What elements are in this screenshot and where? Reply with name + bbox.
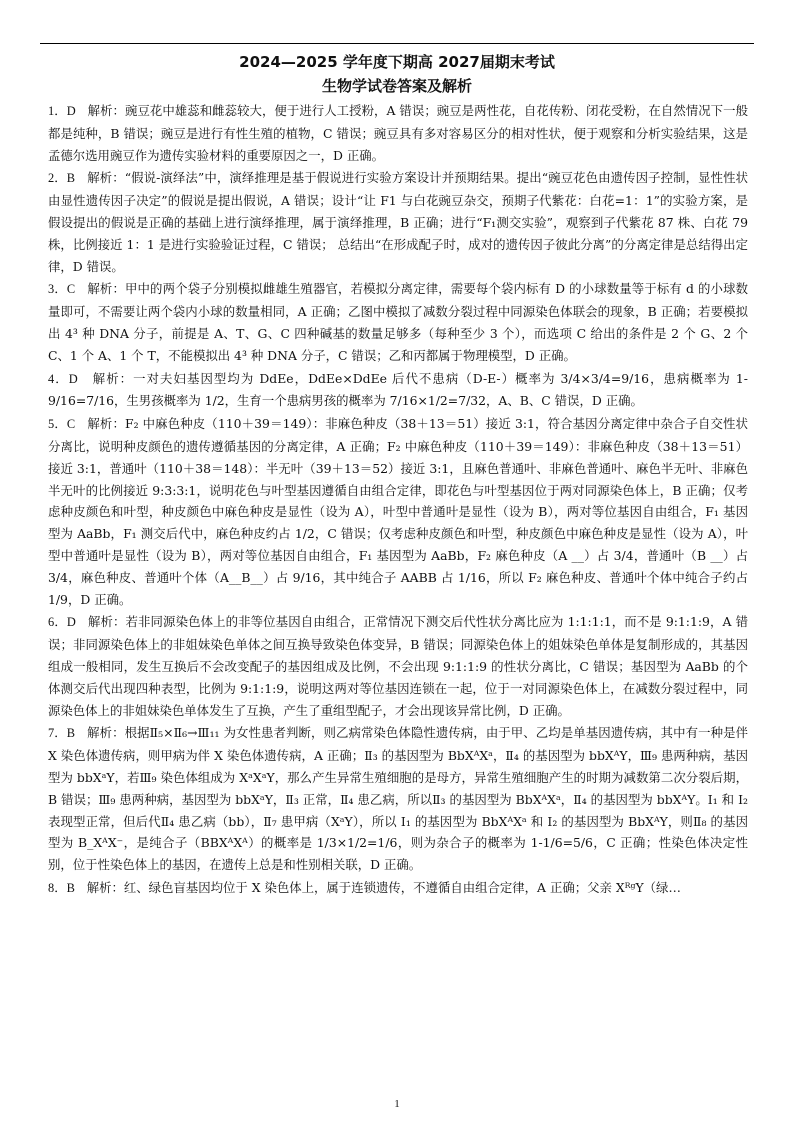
question-4-explanation: 解析：一对夫妇基因型均为 DdEe，DdEe×DdEe 后代不患病（D-E-）概率为 3/4×3/4=9/16，患病概率为 1-9/16=7/16，生男孩概率为 1/2，生育一个患病男孩的概率为 7/16×1/2=7/32，A、B、C 错误，D 正确。 (48, 370, 748, 409)
question-1 (48, 100, 748, 166)
question-7-explanation: 解析：根据Ⅱ₅×Ⅱ₆→Ⅲ₁₁ 为女性患者判断，则乙病常染色体隐性遗传病，由于甲、乙均是单基因遗传病，其中有一种是伴 X 染色体遗传病，则甲病为伴 X 染色体遗传病，A 正确；Ⅱ₃ 的基因型为 BbXᴬXᵃ，Ⅱ₄ 的基因型为 bbXᴬY，Ⅲ₉ 患两种病，基因型为 bbXᵃY，若Ⅲ₉ 染色体组成为 XᵃXᵃY，那么产生异常生殖细胞的是母方，异常生殖细胞产生的时期为减数第二次分裂后期，B 错误；Ⅲ₉ 患两种病，基因型为 bbXᵃY，Ⅱ₃ 正常，Ⅱ₄ 患乙病，所以Ⅱ₃ 的基因型为 BbXᴬXᵃ，Ⅱ₄ 的基因型为 bbXᴬY。Ⅰ₁ 和 Ⅰ₂ 表现型正常，但后代Ⅱ₄ 患乙病（bb），Ⅱ₇ 患甲病（XᵃY），所以 Ⅰ₁ 的基因型为 BbXᴬXᵃ 和 Ⅰ₂ 的基因型为 BbXᴬY，则Ⅱ₈ 的基因型为 B_XᴬX⁻，是纯合子（BBXᴬXᴬ）的概率是 1/3×1/2=1/6，则为杂合子的概率为 1-1/6=5/6，C 正确；性染色体决定性别，位于性染色体上的基因，在遗传上总是和性别相关联，D 正确。 (48, 725, 748, 873)
question-7 (48, 722, 748, 876)
question-5-explanation: 解析：F₂ 中麻色种皮（110＋39＝149）：非麻色种皮（38＋13＝51）接近 3:1，符合基因分离定律中杂合子自交性状分离比，说明种皮颜色的遗传遵循基因的分离定律，A 正确；F₂ 中麻色种皮（110＋39＝149）：非麻色种皮（38＋13＝51）接近 3:1，普通叶（110＋38＝148）：半无叶（39＋13＝52）接近 3:1，且麻色普通叶、非麻色普通叶、麻色半无叶、非麻色半无叶的比例接近 9:3:3:1，说明花色与叶型基因遵循自由组合定律，即花色与叶型基因位于两对同源染色体上，B 正确；仅考虑种皮颜色和叶型，种皮颜色中麻色种皮是显性（设为 A），叶型中普通叶是显性（设为 B），两对等位基因自由组合，F₁ 基因型为 AaBb，F₁ 测交后代中，麻色种皮约占 1/2，C 错误；仅考虑种皮颜色和叶型，种皮颜色中麻色种皮是显性（设为 A），叶型中普通叶是显性（设为 B），两对等位基因自由组合，F₁ 基因型为 AaBb，F₂ 麻色种皮（A __）占 3/4，普通叶（B __）占 3/4，麻色种皮、普通叶个体（A__B__）占 9/16，其中纯合子 AABB 占 1/16，所以 F₂ 麻色种皮、普通叶个体中纯合子约占 1/9，D 正确。 (48, 416, 748, 607)
question-2-explanation: 解析：“假说-演绎法”中，演绎推理是基于假说进行实验方案设计并预期结果。提出“豌豆花色由遗传因子控制，显性性状由显性遗传因子决定”的假说是提出假说，A 错误；设计“让 F1 与白花豌豆杂交，预期子代紫花：白花=1：1”的实验方案，是假设提出的假说是正确的基础上进行演绎推理，属于演绎推理，B 正确；进行“F₁测交实验”，观察到子代紫花 87 株、白花 79 株，比例接近 1：1 是进行实验验证过程，C 错误； 总结出“在形成配子时，成对的遗传因子彼此分离”的分离定律是总结得出定律，D 错误。 (48, 170, 748, 274)
question-8 (48, 877, 748, 900)
question-5 (48, 413, 748, 610)
question-6 (48, 611, 748, 721)
question-8-explanation: 解析：红、绿色盲基因均位于 X 染色体上，属于连锁遗传，不遵循自由组合定律，A 正确；父亲 XᴿᵍY（绿… (86, 879, 681, 895)
question-4 (48, 368, 748, 413)
question-8-answer: 8．B (48, 880, 75, 895)
question-4-answer: 4．D (48, 371, 78, 386)
question-2-answer: 2．B (48, 171, 76, 186)
question-6-explanation: 解析：若非同源染色体上的非等位基因自由组合，正常情况下测交后代性状分离比应为 1:1:1:1，而不是 9:1:1:9，A 错误；非同源染色体上的非姐妹染色单体之间互换导致染色体变异，B 错误；同源染色体上的姐妹染色单体是复制形成的，其基因组成一般相同，发生互换后不会改变配子的基因组成及比例，不会出现 9:1:1:9 的性状分离比，C 错误；基因型为 AaBb 的个体测交后代出现四种表型，比例为 9:1:1:9，说明这两对等位基因连锁在一起，位于一对同源染色体上，在减数分裂过程中，同源染色体上的非姐妹染色单体发生了互换，产生了重组型配子，才会出现该异常比例，D 正确。 (48, 614, 748, 718)
question-3 (48, 278, 748, 366)
question-7-answer: 7．B (48, 726, 76, 741)
question-3-answer: 3．C (48, 282, 76, 297)
document-title: 2024—2025 学年度下期高 2027届期末考试 (239, 53, 555, 71)
question-6-answer: 6．D (48, 615, 76, 630)
question-1-answer: 1．D (48, 104, 76, 118)
question-1-explanation: 解析：豌豆花中雄蕊和雌蕊较大，便于进行人工授粉，A 错误；豌豆是两性花，自花传粉、闭花受粉，在自然情况下一般都是纯种，B 错误；豌豆是进行有性生殖的植物，C 错误；豌豆具有多对容易区分的相对性状，便于观察和分析实验结果，这是孟德尔选用豌豆作为遗传实验材料的重要原因之一，D 正确。 (48, 103, 748, 163)
document-subtitle: 生物学试卷答案及解析 (321, 77, 472, 95)
question-2 (48, 167, 748, 277)
answer-explanations (48, 100, 748, 1090)
header-rule (40, 43, 754, 44)
page-number: 1 (394, 1098, 400, 1110)
question-3-explanation: 解析：甲中的两个袋子分别模拟雌雄生殖器官，若模拟分离定律，需要每个袋内标有 D 的小球数量等于标有 d 的小球数量即可，不需要让两个袋内小球的数量相同，A 正确；乙图中模拟了减数分裂过程中同源染色体联会的现象，B 正确；若要模拟出 4³ 种 DNA 分子，前提是 A、T、G、C 四种碱基的数量足够多（每种至少 3 个），而选项 C 给出的条件是 2 个 G、2 个 C、1 个 A、1 个 T，不能模拟出 4³ 种 DNA 分子，C 错误；乙和丙都属于物理模型，D 正确。 (48, 281, 748, 363)
question-5-answer: 5．C (48, 417, 76, 432)
